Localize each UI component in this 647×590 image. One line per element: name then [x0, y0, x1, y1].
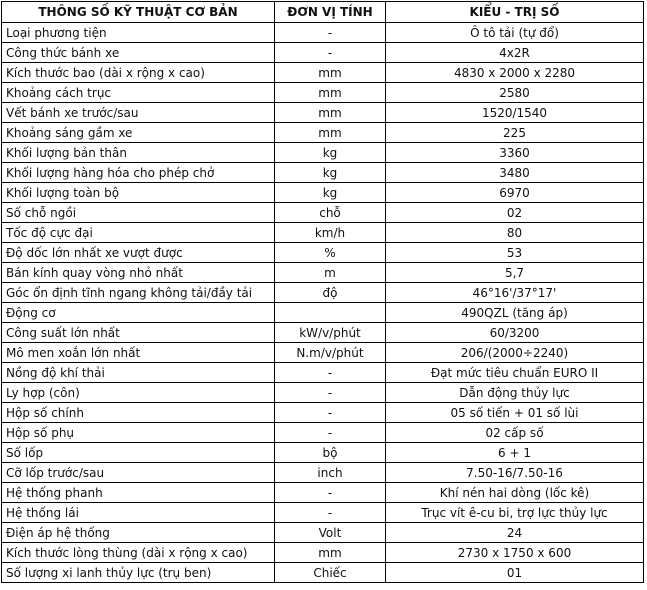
row-value: Dẫn động thủy lực — [386, 383, 644, 403]
table-row — [2, 63, 644, 83]
row-unit: - — [275, 483, 386, 503]
row-value: 1520/1540 — [386, 103, 644, 123]
table-row — [2, 163, 644, 183]
spec-table — [1, 1, 644, 583]
row-parameter: Bán kính quay vòng nhỏ nhất — [2, 263, 275, 283]
row-unit: kg — [275, 163, 386, 183]
row-unit: mm — [275, 83, 386, 103]
row-unit: - — [275, 23, 386, 43]
row-value: 4x2R — [386, 43, 644, 63]
row-unit: mm — [275, 103, 386, 123]
row-parameter: Loại phương tiện — [2, 23, 275, 43]
row-parameter: Điện áp hệ thống — [2, 523, 275, 543]
row-unit: - — [275, 363, 386, 383]
row-parameter: Nồng độ khí thải — [2, 363, 275, 383]
row-value: 490QZL (tăng áp) — [386, 303, 644, 323]
row-value: 02 cấp số — [386, 423, 644, 443]
row-value: 2580 — [386, 83, 644, 103]
table-row — [2, 83, 644, 103]
row-parameter: Số chỗ ngồi — [2, 203, 275, 223]
row-parameter: Số lốp — [2, 443, 275, 463]
table-row — [2, 463, 644, 483]
row-unit: kW/v/phút — [275, 323, 386, 343]
row-parameter: Tốc độ cực đại — [2, 223, 275, 243]
row-unit — [275, 303, 386, 323]
table-row — [2, 423, 644, 443]
header-unit: ĐƠN VỊ TÍNH — [275, 2, 386, 23]
row-value: 3360 — [386, 143, 644, 163]
row-parameter: Hệ thống phanh — [2, 483, 275, 503]
row-value: 3480 — [386, 163, 644, 183]
row-value: 53 — [386, 243, 644, 263]
row-value: 46°16'/37°17' — [386, 283, 644, 303]
table-row — [2, 203, 644, 223]
row-unit: Volt — [275, 523, 386, 543]
row-unit: mm — [275, 63, 386, 83]
table-row — [2, 403, 644, 423]
row-parameter: Khối lượng hàng hóa cho phép chở — [2, 163, 275, 183]
row-unit: % — [275, 243, 386, 263]
row-unit: - — [275, 503, 386, 523]
table-row — [2, 523, 644, 543]
row-unit: - — [275, 43, 386, 63]
row-unit: độ — [275, 283, 386, 303]
row-parameter: Khối lượng toàn bộ — [2, 183, 275, 203]
row-unit: - — [275, 403, 386, 423]
row-parameter: Độ dốc lớn nhất xe vượt được — [2, 243, 275, 263]
row-value: 206/(2000÷2240) — [386, 343, 644, 363]
table-row — [2, 223, 644, 243]
row-parameter: Mô men xoắn lớn nhất — [2, 343, 275, 363]
table-row — [2, 323, 644, 343]
row-value: 02 — [386, 203, 644, 223]
row-unit: bộ — [275, 443, 386, 463]
row-unit: - — [275, 383, 386, 403]
row-unit: Chiếc — [275, 563, 386, 583]
table-row — [2, 43, 644, 63]
row-parameter: Công suất lớn nhất — [2, 323, 275, 343]
row-value: Trục vít ê-cu bi, trợ lực thủy lực — [386, 503, 644, 523]
header-parameter: THÔNG SỐ KỸ THUẬT CƠ BẢN — [2, 2, 275, 23]
row-unit: km/h — [275, 223, 386, 243]
row-unit: mm — [275, 123, 386, 143]
table-row — [2, 503, 644, 523]
row-value: 01 — [386, 563, 644, 583]
table-row — [2, 303, 644, 323]
row-parameter: Ly hợp (côn) — [2, 383, 275, 403]
row-unit: chỗ — [275, 203, 386, 223]
table-row — [2, 443, 644, 463]
row-value: 6970 — [386, 183, 644, 203]
row-value: Ô tô tải (tự đổ) — [386, 23, 644, 43]
row-parameter: Kích thước lòng thùng (dài x rộng x cao) — [2, 543, 275, 563]
row-unit: inch — [275, 463, 386, 483]
spec-table-body — [2, 23, 644, 583]
row-value: Khí nén hai dòng (lốc kê) — [386, 483, 644, 503]
table-header-row — [2, 2, 644, 23]
table-row — [2, 283, 644, 303]
row-value: Đạt mức tiêu chuẩn EURO II — [386, 363, 644, 383]
row-unit: mm — [275, 543, 386, 563]
row-unit: - — [275, 423, 386, 443]
table-row — [2, 183, 644, 203]
row-parameter: Hộp số phụ — [2, 423, 275, 443]
row-value: 60/3200 — [386, 323, 644, 343]
row-parameter: Kích thước bao (dài x rộng x cao) — [2, 63, 275, 83]
row-unit: kg — [275, 143, 386, 163]
row-value: 225 — [386, 123, 644, 143]
row-value: 7.50-16/7.50-16 — [386, 463, 644, 483]
row-value: 80 — [386, 223, 644, 243]
table-row — [2, 263, 644, 283]
row-value: 2730 x 1750 x 600 — [386, 543, 644, 563]
row-value: 4830 x 2000 x 2280 — [386, 63, 644, 83]
row-parameter: Khoảng sáng gầm xe — [2, 123, 275, 143]
row-parameter: Vết bánh xe trước/sau — [2, 103, 275, 123]
table-row — [2, 143, 644, 163]
table-row — [2, 483, 644, 503]
row-value: 05 số tiến + 01 số lùi — [386, 403, 644, 423]
row-parameter: Hệ thống lái — [2, 503, 275, 523]
table-row — [2, 123, 644, 143]
table-row — [2, 243, 644, 263]
table-row — [2, 343, 644, 363]
table-row — [2, 23, 644, 43]
row-parameter: Công thức bánh xe — [2, 43, 275, 63]
header-value: KIỂU - TRỊ SỐ — [386, 2, 644, 23]
table-row — [2, 103, 644, 123]
row-parameter: Khoảng cách trục — [2, 83, 275, 103]
table-row — [2, 543, 644, 563]
row-unit: N.m/v/phút — [275, 343, 386, 363]
row-unit: kg — [275, 183, 386, 203]
row-value: 24 — [386, 523, 644, 543]
row-parameter: Hộp số chính — [2, 403, 275, 423]
row-value: 6 + 1 — [386, 443, 644, 463]
table-row — [2, 383, 644, 403]
row-parameter: Góc ổn định tĩnh ngang không tải/đầy tải — [2, 283, 275, 303]
row-parameter: Khối lượng bản thân — [2, 143, 275, 163]
row-parameter: Số lượng xi lanh thủy lực (trụ ben) — [2, 563, 275, 583]
row-parameter: Cỡ lốp trước/sau — [2, 463, 275, 483]
table-row — [2, 563, 644, 583]
row-parameter: Động cơ — [2, 303, 275, 323]
row-value: 5,7 — [386, 263, 644, 283]
table-row — [2, 363, 644, 383]
row-unit: m — [275, 263, 386, 283]
